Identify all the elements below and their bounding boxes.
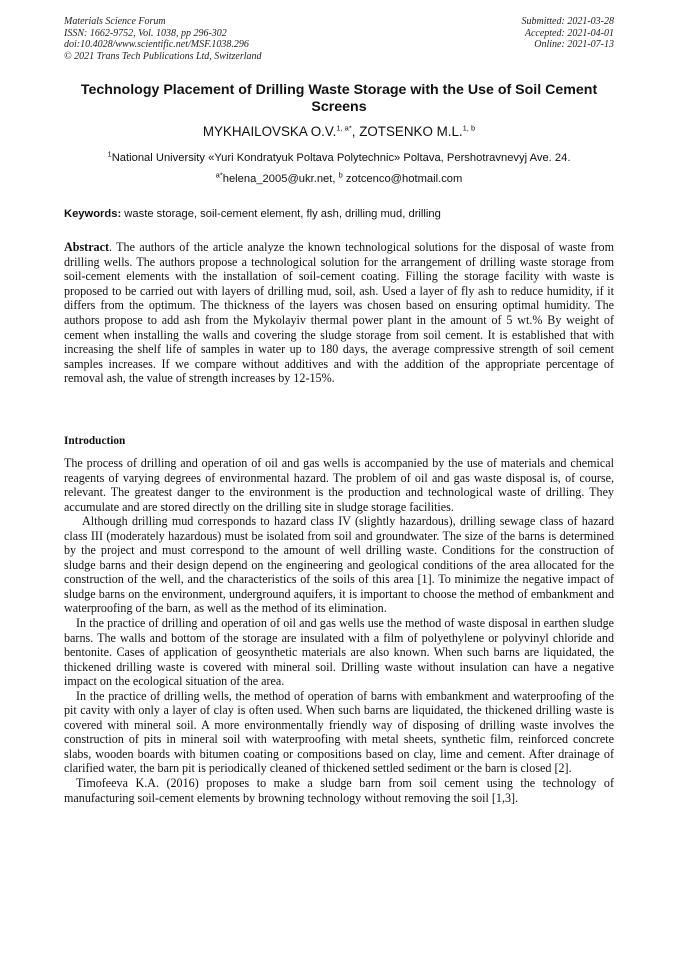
journal-issn: ISSN: 1662-9752, Vol. 1038, pp 296-302 [64, 27, 227, 39]
journal-doi: doi:10.4028/www.scientific.net/MSF.1038.296 [64, 39, 249, 50]
journal-name: Materials Science Forum [64, 16, 166, 27]
email-link[interactable]: helena_2005@ukr.net, [222, 173, 339, 185]
email-mark: b [338, 170, 343, 180]
body-paragraph: In the practice of drilling wells, the method of operation of barns with embankment and waterproofing of the pit cavity with only a layer of clay is often used. When such barns are liquidated, the thickened drilling waste is covered with mineral soil. A more environmentally friendly way of disposing of drilling waste involves the construction of pits in mineral soil with waterproofing with metal sheets, synthetic film, reinforced concrete slabs, wooden boards with bitumen coating or compositions based on clay, lime and cement. After drainage of clarified water, the barn pit is periodically cleaned of thickened settled sediment or the barn is closed [2]. [64, 688, 614, 776]
abstract-label: Abstract [64, 240, 110, 254]
body-paragraph: The process of drilling and operation of oil and gas wells is accompanied by the use of materials and chemical reagents of varying degrees of environmental hazard. The problem of oil and gas waste disposal is, of course, relevant. The greatest danger to the environment is the production and technological waste of drilling. They accumulate and are stored directly on the drilling site in sludge storage facilities. [64, 456, 614, 514]
body-paragraph: Although drilling mud corresponds to hazard class IV (slightly hazardous), drilling sewage class of hazard class III (moderately hazardous) must be isolated from soil and groundwater. The size of the barns is determined by the project and must correspond to the amount of well drilling waste. Conditions for the construction of sludge barns and their design depend on the engineering and geological conditions of the area allocated for the construction of the well, and the characteristics of the soils of this area [1]. To minimize the negative impact of sludge barns on the environment, underground aquifers, it is important to choose the method of embankment and waterproofing of the barn, as well as the method of its elimination. [64, 514, 614, 616]
author-emails [64, 172, 614, 186]
body-paragraph: Timofeeva K.A. (2016) proposes to make a sludge barn from soil cement using the technology of manufacturing soil-cement elements by browning technology without removing the soil [1,3]. [64, 776, 614, 805]
journal-copyright: © 2021 Trans Tech Publications Ltd, Switzerland [64, 50, 262, 62]
abstract [64, 240, 614, 386]
email-mark: a* [215, 170, 223, 180]
submission-dates [522, 16, 615, 51]
author-affiliation-mark: 1, b [462, 123, 476, 133]
introduction-body [64, 456, 614, 805]
online-date: Online: 2021-07-13 [534, 39, 614, 50]
accepted-date: Accepted: 2021-04-01 [524, 27, 614, 39]
journal-header [64, 16, 614, 62]
body-paragraph: In the practice of drilling and operation of oil and gas wells use the method of waste disposal in earthen sludge barns. The walls and bottom of the storage are insulated with a film of polyethylene or polyvinyl chloride and bentonite. Cases of application of geosynthetic materials are also known. When such barns are liquidated, the thickened drilling waste is covered with mineral soil. Drilling waste without insulation can have a negative impact on the ecological situation of the area. [64, 616, 614, 689]
keywords-text: waste storage, soil-cement element, fly ash, drilling mud, drilling [121, 208, 441, 220]
keywords-label: Keywords: [64, 208, 122, 220]
email-link[interactable]: zotcenco@hotmail.com [342, 173, 463, 185]
affiliation-mark: 1 [107, 149, 112, 159]
submitted-date: Submitted: 2021-03-28 [521, 16, 614, 27]
author-name: MYKHAILOVSKA O.V. [202, 124, 337, 139]
keywords [64, 207, 614, 221]
journal-info [64, 16, 262, 62]
affiliation [64, 151, 614, 165]
affiliation-text: National University «Yuri Kondratyuk Poltava Polytechnic» Poltava, Pershotravnevyj Ave. 24. [111, 152, 571, 164]
abstract-text: . The authors of the article analyze the known technological solutions for the disposal of waste from drilling wells. The authors propose a technological solution for the arrangement of drilling waste storage from soil-cement elements with the installation of soil-cement coating. Filling the storage facility with waste is proposed to be carried out with layers of drilling mud, soil, ash. Used a layer of fly ash to reduce humidity, if it differs from the optimum. The thickness of the layers was chosen based on ensuring optimal humidity. The authors propose to add ash from the Mykolayiv thermal power plant in the amount of 5 wt.% By weight of cement when installing the walls and covering the sludge storage from soil cement. It is established that with increasing the shelf life of samples in water up to 180 days, the average compressive strength of soil cement samples increases. If we compare without additives and with the addition of the appropriate percentage of removal ash, the value of strength increases by 12-15%. [64, 240, 614, 386]
paper-title: Technology Placement of Drilling Waste Storage with the Use of Soil Cement Screens [80, 82, 598, 115]
author-list [64, 124, 614, 140]
section-heading-introduction: Introduction [64, 435, 126, 447]
author-affiliation-mark: 1, a* [336, 123, 352, 133]
author-separator: , [351, 124, 360, 139]
author-name: ZOTSENKO M.L. [359, 124, 463, 139]
